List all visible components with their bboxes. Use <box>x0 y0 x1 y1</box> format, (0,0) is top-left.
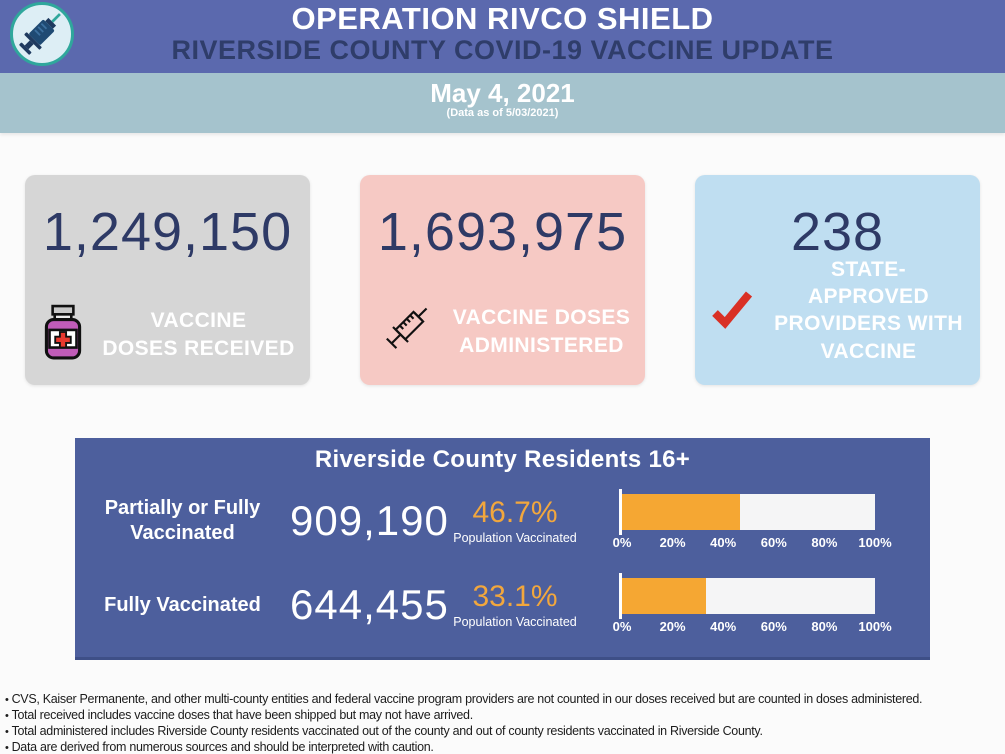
row-percent: 33.1% <box>472 579 558 613</box>
card-doses-administered <box>360 175 645 385</box>
footnote-line: • Total administered includes Riverside County residents vaccinated out of the county and out of county residents vaccinated in Riverside County. <box>5 723 763 738</box>
bar-axis-labels: 0% 20% 40% 60% 80% 100% <box>612 535 892 550</box>
row-label: Fully Vaccinated <box>104 593 261 616</box>
data-as-of-note: (Data as of 5/03/2021) <box>446 107 559 120</box>
providers-label: STATE-APPROVED PROVIDERS WITH VACCINE <box>774 257 963 363</box>
card-doses-received <box>25 175 310 385</box>
date-banner <box>0 73 1005 133</box>
panel-title: Riverside County Residents 16+ <box>314 446 691 473</box>
bar-fill-partial <box>622 494 740 530</box>
row-count: 644,455 <box>290 581 449 628</box>
progress-bar-partial <box>612 494 892 550</box>
bar-axis-labels: 0% 20% 40% 60% 80% 100% <box>612 619 892 634</box>
card-providers <box>695 175 980 385</box>
syringe-outline-icon <box>375 298 437 365</box>
progress-bar-full <box>612 578 892 634</box>
footnote-line: • Total received includes vaccine doses that have been shipped but may not have arrived. <box>5 707 473 722</box>
checkmark-icon <box>709 285 755 336</box>
row-partially-or-fully-vaccinated <box>75 479 930 563</box>
page-subtitle: RIVERSIDE COUNTY COVID-19 VACCINE UPDATE <box>171 34 834 65</box>
medicine-bottle-icon <box>40 304 86 365</box>
residents-panel <box>75 438 930 660</box>
header <box>0 0 1005 73</box>
doses-administered-label: VACCINE DOSES ADMINISTERED <box>452 306 631 357</box>
report-date: May 4, 2021 <box>430 78 575 108</box>
row-percent-caption: Population Vaccinated <box>453 614 577 629</box>
footnote-line: • Data are derived from numerous sources and should be interpreted with caution. <box>5 739 434 754</box>
row-percent: 46.7% <box>472 495 558 529</box>
row-label: Partially or Fully Vaccinated <box>104 497 261 544</box>
row-count: 909,190 <box>290 497 449 544</box>
providers-value: 238 <box>790 202 885 262</box>
doses-administered-value: 1,693,975 <box>377 202 628 262</box>
doses-received-label: VACCINE DOSES RECEIVED <box>102 309 295 360</box>
syringe-logo <box>10 2 74 66</box>
stat-cards-row <box>0 175 1005 385</box>
footnote-line: • CVS, Kaiser Permanente, and other multi-county entities and federal vaccine program providers are not counted in our doses received but are counted in doses administered. <box>5 692 923 706</box>
doses-received-value: 1,249,150 <box>42 202 293 262</box>
row-fully-vaccinated <box>75 563 930 647</box>
bar-fill-full <box>622 578 706 614</box>
footnotes <box>5 692 1005 754</box>
row-percent-caption: Population Vaccinated <box>453 530 577 545</box>
page-title: OPERATION RIVCO SHIELD <box>291 1 714 36</box>
syringe-icon <box>13 3 71 66</box>
